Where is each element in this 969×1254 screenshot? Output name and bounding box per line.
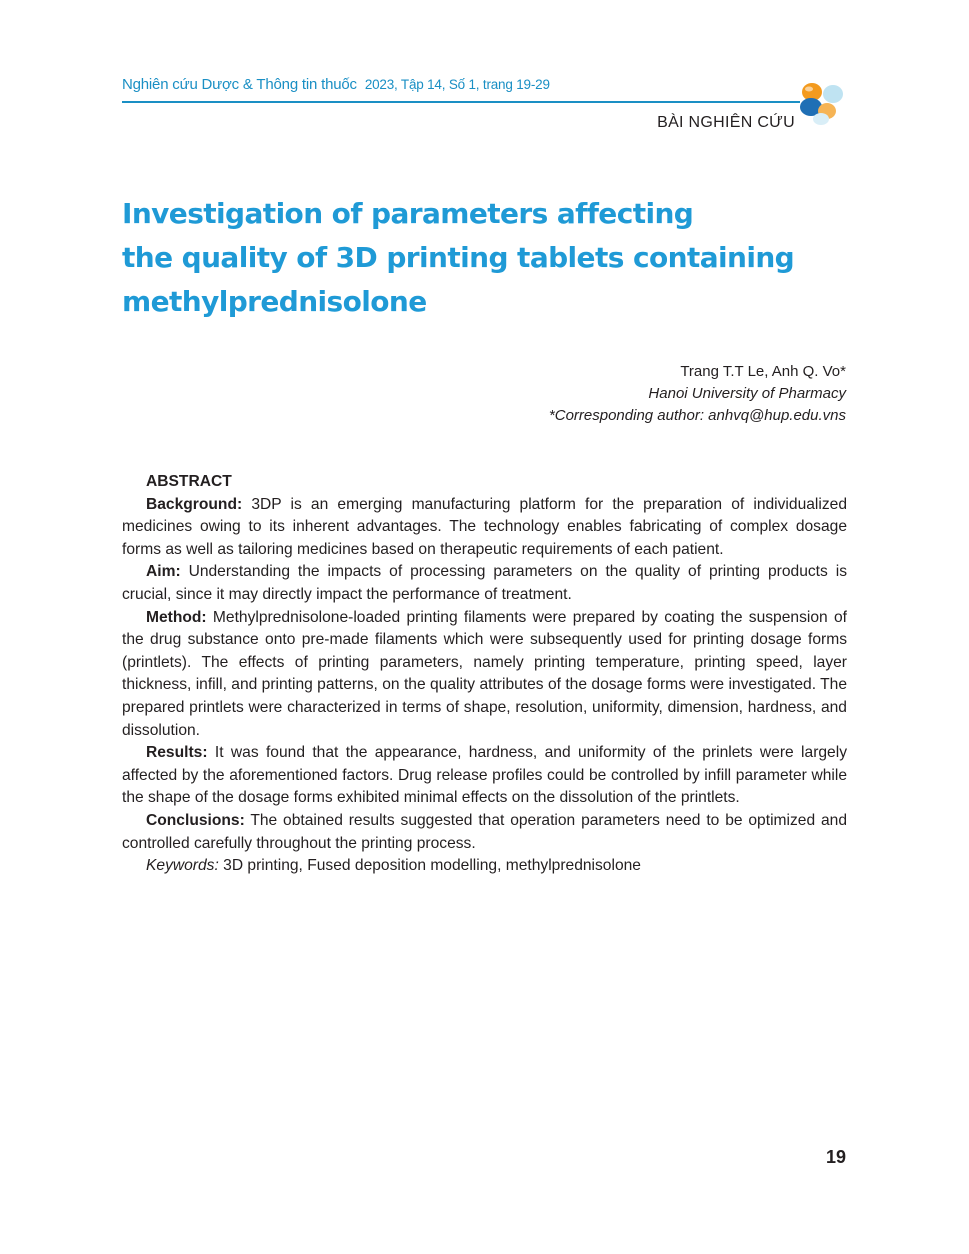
aim-label: Aim: (146, 563, 181, 581)
abstract-keywords (122, 855, 847, 878)
author-block (549, 361, 846, 427)
pill-light-small-shape (813, 113, 829, 125)
abstract-section (122, 471, 847, 878)
conclusions-text: The obtained results suggested that operation parameters need to be optimized and controlled carefully throughout the printing process. (122, 811, 847, 852)
journal-citation (122, 76, 550, 93)
page-number: 19 (825, 1147, 846, 1167)
results-label: Results: (146, 744, 208, 762)
journal-name: Nghiên cứu Dược & Thông tin thuốc (122, 76, 357, 93)
abstract-background (122, 494, 847, 562)
header-divider (122, 101, 800, 103)
author-affiliation: Hanoi University of Pharmacy (648, 385, 846, 402)
abstract-aim (122, 561, 847, 606)
title-line-2: the quality of 3D printing tablets containing (122, 241, 795, 274)
abstract-results (122, 742, 847, 810)
pill-light-shape (823, 85, 843, 103)
corresponding-author: *Corresponding author: anhvq@hup.edu.vns (548, 407, 846, 424)
results-text: It was found that the appearance, hardness, and uniformity of the prinlets were largely affected by the aforementioned factors. Drug release profiles could be controlled by infill parameter while the shape of the dosage forms exhibited minimal effects on the dissolution of the printlets. (122, 744, 847, 807)
abstract-method (122, 607, 847, 743)
paper-title (122, 192, 842, 324)
title-line-3: methylprednisolone (122, 285, 427, 318)
author-names: Trang T.T Le, Anh Q. Vo* (680, 363, 846, 380)
keywords-label: Keywords: (146, 857, 219, 875)
title-line-1: Investigation of parameters affecting (122, 197, 694, 230)
keywords-text: 3D printing, Fused deposition modelling, methylprednisolone (218, 857, 641, 875)
background-label: Background: (146, 495, 243, 513)
abstract-conclusions (122, 810, 847, 855)
pill-logo-icon (797, 80, 849, 126)
conclusions-label: Conclusions: (146, 811, 245, 829)
aim-text: Understanding the impacts of processing parameters on the quality of printing products is crucial, since it may directly impact the performance of treatment. (122, 563, 847, 603)
section-label: BÀI NGHIÊN CỨU (657, 114, 795, 131)
method-label: Method: (146, 608, 207, 626)
method-text: Methylprednisolone-loaded printing filaments were prepared by coating the suspension of the drug substance onto pre-made filaments which were subsequently used for printing dosage forms (printlets). The effects of printing parameters, namely printing temperature, printing speed, layer thickness, infill, and printing patterns, on the quality attributes of the dosage forms were investigated. The prepared printlets were characterized in terms of shape, resolution, uniformity, dimension, hardness, and dissolution. (122, 608, 847, 739)
pill-highlight-shape (805, 87, 813, 92)
background-text: 3DP is an emerging manufacturing platform for the preparation of individualized medicines owing to its inherent advantages. The technology enables fabricating of complex dosage forms as well as tailoring medicines based on therapeutic requirements of each patient. (122, 495, 847, 558)
abstract-heading: ABSTRACT (146, 473, 232, 490)
journal-volume: 2023, Tập 14, Số 1, trang 19-29 (364, 77, 550, 92)
